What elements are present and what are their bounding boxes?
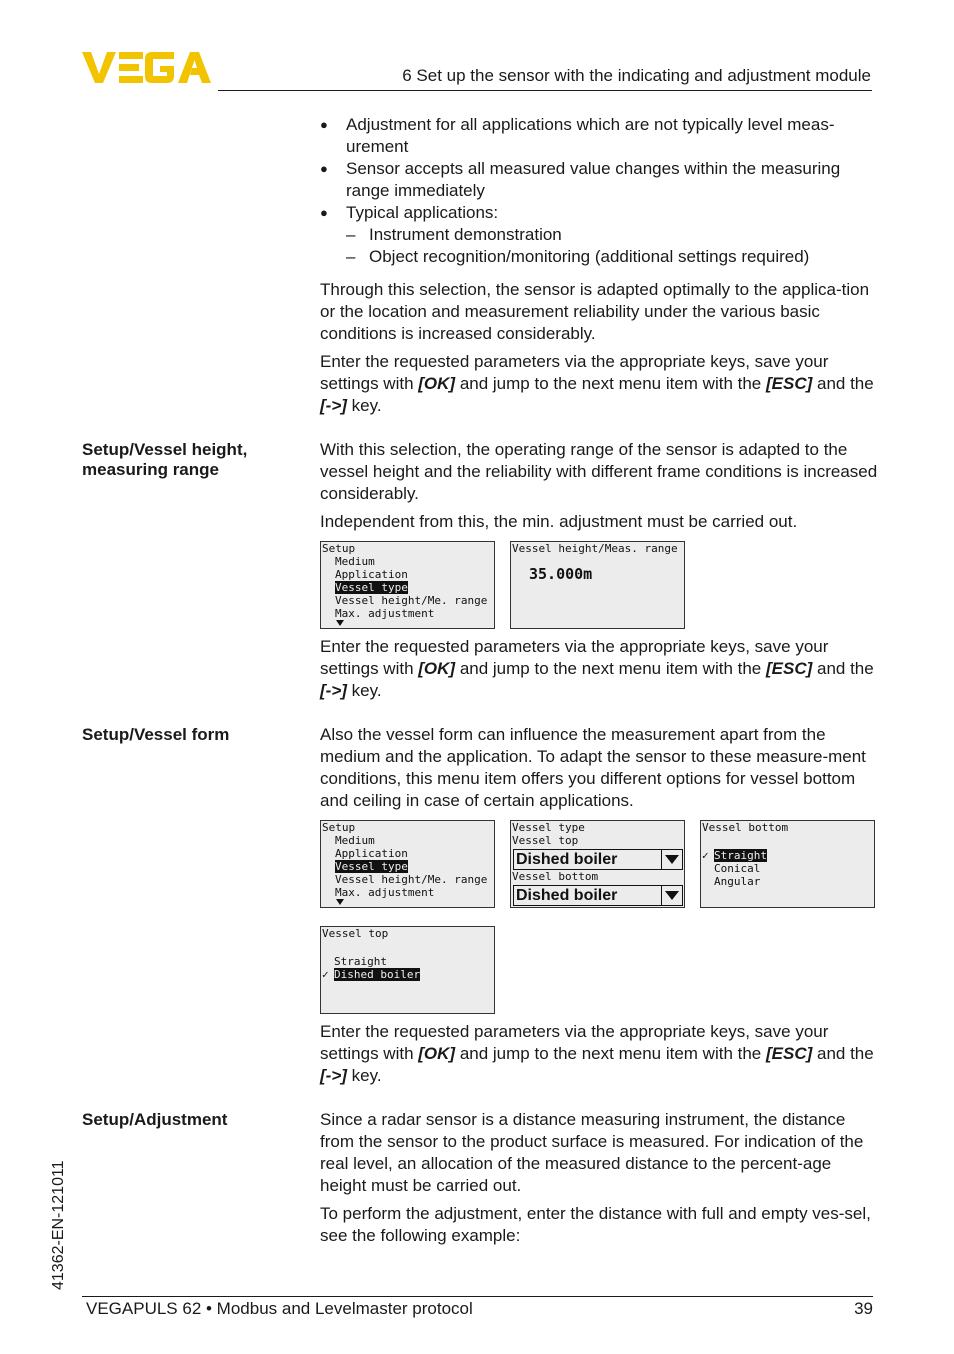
vessel-top-dropdown: Dished boiler	[513, 849, 683, 870]
arrow-key: [->]	[320, 396, 347, 415]
ok-key: [OK]	[418, 374, 456, 393]
keys-instruction: Enter the requested parameters via the appropriate keys, save your settings with [OK] and jump to the next menu item with the [ESC] and the [->] key.	[320, 1022, 874, 1085]
arrow-key: [->]	[320, 681, 347, 700]
keys-instruction: Enter the requested parameters via the appropriate keys, save your settings with [OK] and jump to the next menu item with the [ESC] and the [->] key.	[320, 637, 874, 700]
document-number: 41362-EN-121011	[50, 1160, 67, 1290]
adjustment-example-note: To perform the adjustment, enter the distance with full and empty ves-sel, see the following example:	[320, 1204, 871, 1245]
esc-key: [ESC]	[765, 374, 813, 393]
section-heading-vessel-height: Setup/Vessel height, measuring range	[82, 440, 248, 479]
display-vessel-bottom: Vessel bottom ✓ Straight Conical Angular	[700, 820, 875, 908]
esc-key: [ESC]	[765, 1044, 813, 1063]
dropdown-arrow-icon	[661, 850, 682, 869]
vessel-form-paragraph: Also the vessel form can influence the measurement apart from the medium and the application. To adapt the sensor to these measure-ment conditions, this menu item offers you different options for vessel bottom and ceiling in case of certain applications.	[320, 725, 866, 810]
scroll-down-icon	[336, 899, 344, 905]
selected-option: Straight	[714, 849, 767, 862]
section-heading-adjustment: Setup/Adjustment	[82, 1110, 228, 1129]
selected-menu-item: Vessel type	[335, 860, 408, 873]
adjustment-paragraph: Since a radar sensor is a distance measuring instrument, the distance from the sensor to the product surface is measured. For indication of the real level, an allocation of the measured distance to the percent-age height must be carried out.	[320, 1110, 864, 1195]
vessel-height-value: 35.000m	[529, 565, 593, 583]
dash-item: – Object recognition/monitoring (additional settings required)	[320, 246, 880, 268]
chapter-title: 6 Set up the sensor with the indicating and adjustment module	[402, 66, 871, 85]
vessel-height-paragraph: With this selection, the operating range of the sensor is adapted to the vessel height and the reliability with different frame conditions is increased considerably.	[320, 440, 878, 503]
footer-rule	[82, 1296, 873, 1297]
display-setup-menu: Setup Medium Application Vessel type Vessel height/Me. range Max. adjustment	[320, 820, 495, 908]
display-vessel-top: Vessel top Straight ✓ Dished boiler	[320, 926, 495, 1014]
vessel-bottom-dropdown: Dished boiler	[513, 885, 683, 906]
intro-paragraph: Through this selection, the sensor is adapted optimally to the applica-tion or the location and measurement reliability under the various basic conditions is increased considerably.	[320, 280, 870, 343]
page-number: 39	[854, 1299, 873, 1318]
dash-item: – Instrument demonstration	[320, 224, 880, 246]
intro-bullet-list	[320, 114, 880, 268]
header-rule	[218, 90, 872, 91]
arrow-key: [->]	[320, 1066, 347, 1085]
scroll-down-icon	[336, 620, 344, 626]
vessel-height-note: Independent from this, the min. adjustment must be carried out.	[320, 512, 798, 531]
selected-menu-item: Vessel type	[335, 581, 408, 594]
display-setup-menu: Setup Medium Application Vessel type Vessel height/Me. range Max. adjustment	[320, 541, 495, 629]
bullet-item: ● Adjustment for all applications which are not typically level meas-urement	[320, 114, 880, 158]
vega-logo	[82, 52, 212, 84]
dropdown-arrow-icon	[661, 886, 682, 905]
check-icon: ✓	[702, 849, 709, 862]
ok-key: [OK]	[418, 659, 456, 678]
section-heading-vessel-form: Setup/Vessel form	[82, 725, 230, 744]
check-icon: ✓	[322, 968, 329, 981]
footer-product: VEGAPULS 62 • Modbus and Levelmaster protocol	[86, 1299, 473, 1318]
bullet-item: ● Sensor accepts all measured value changes within the measuring range immediately	[320, 158, 880, 202]
bullet-item: ● Typical applications:	[320, 202, 880, 224]
esc-key: [ESC]	[765, 659, 813, 678]
keys-instruction: Enter the requested parameters via the appropriate keys, save your settings with [OK] and jump to the next menu item with the [ESC] and the [->] key.	[320, 352, 874, 415]
display-vessel-height: Vessel height/Meas. range 35.000m	[510, 541, 685, 629]
display-vessel-type: Vessel type Vessel top Dished boiler Vessel bottom Dished boiler	[510, 820, 685, 908]
selected-option: Dished boiler	[334, 968, 421, 981]
ok-key: [OK]	[418, 1044, 456, 1063]
